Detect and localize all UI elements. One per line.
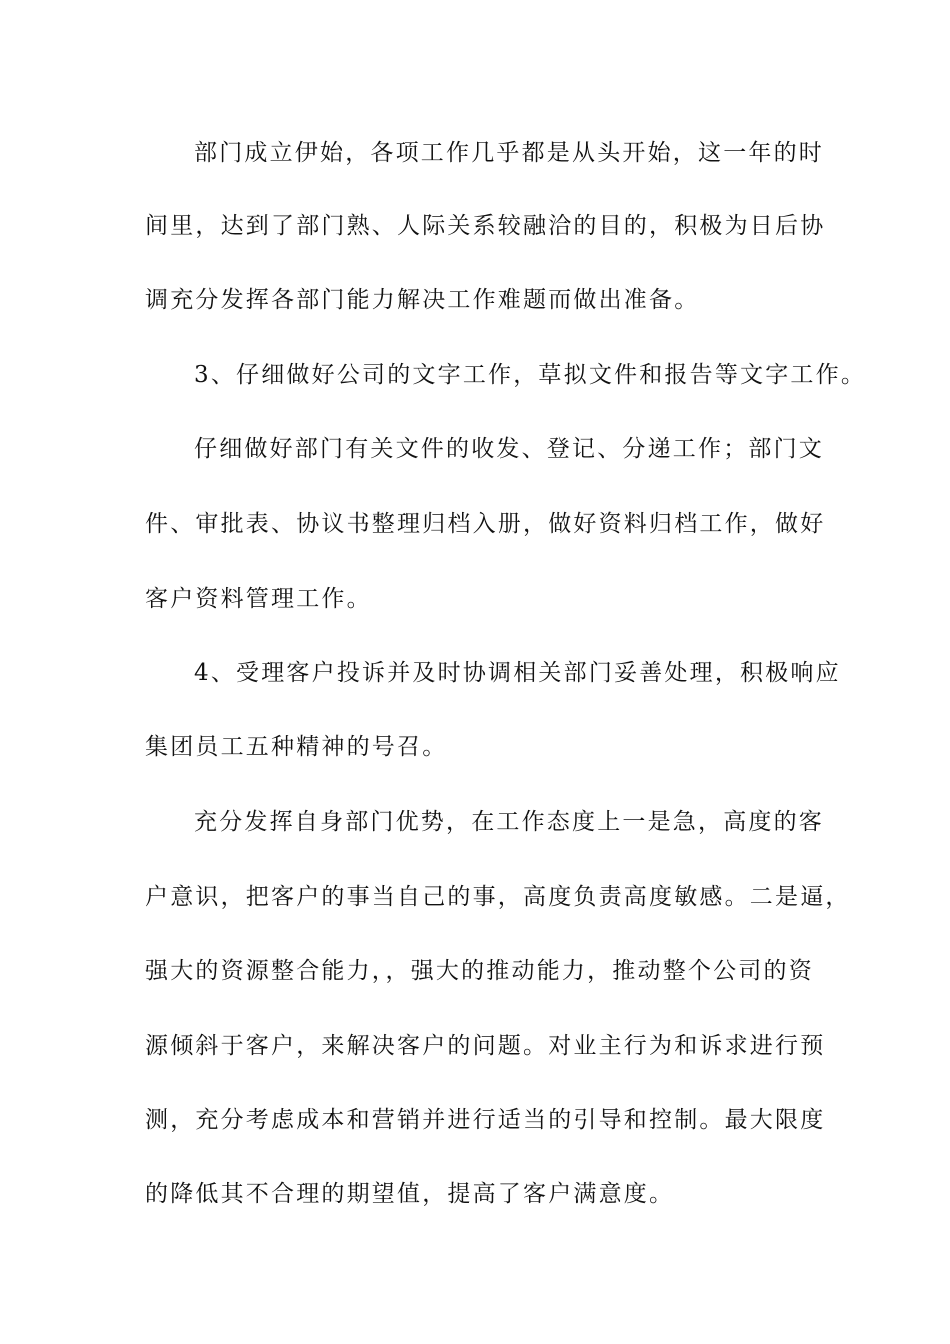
text-line: 户意识，把客户的事当自己的事，高度负责高度敏感。二是逼，	[145, 884, 851, 910]
text-line: 4、受理客户投诉并及时协调相关部门妥善处理，积极响应	[194, 660, 841, 686]
text-line: 调充分发挥各部门能力解决工作难题而做出准备。	[145, 287, 700, 313]
text-line: 客户资料管理工作。	[145, 586, 372, 612]
text-line: 件、审批表、协议书整理归档入册，做好资料归档工作，做好	[145, 511, 826, 537]
text-line: 充分发挥自身部门优势，在工作态度上一是急，高度的客	[194, 809, 824, 835]
text-line: 的降低其不合理的期望值，提高了客户满意度。	[145, 1181, 675, 1207]
text-line: 仔细做好部门有关文件的收发、登记、分递工作；部门文	[194, 436, 824, 462]
text-line: 部门成立伊始，各项工作几乎都是从头开始，这一年的时	[194, 140, 824, 166]
text-line: 3、仔细做好公司的文字工作，草拟文件和报告等文字工作。	[194, 362, 867, 388]
text-line: 强大的资源整合能力，，强大的推动能力，推动整个公司的资	[145, 958, 814, 984]
text-line: 集团员工五种精神的号召。	[145, 734, 448, 760]
text-line: 测，充分考虑成本和营销并进行适当的引导和控制。最大限度	[145, 1107, 826, 1133]
text-line: 间里，达到了部门熟、人际关系较融洽的目的，积极为日后协	[145, 213, 826, 239]
text-line: 源倾斜于客户，来解决客户的问题。对业主行为和诉求进行预	[145, 1033, 826, 1059]
